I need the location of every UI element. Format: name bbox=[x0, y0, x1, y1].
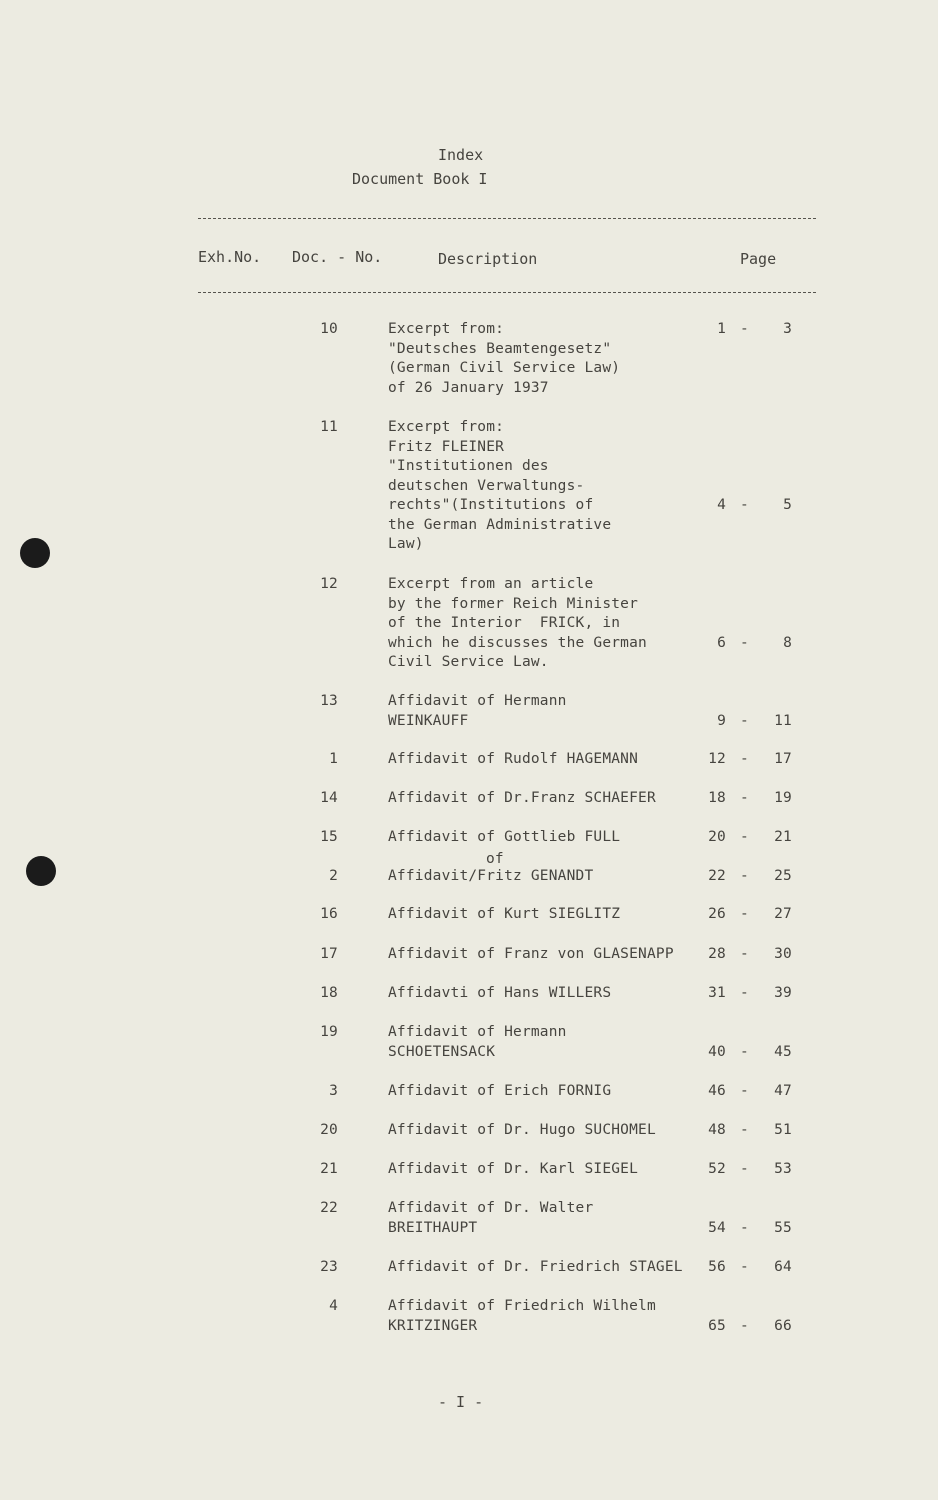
page-from: 12 bbox=[708, 751, 726, 767]
page-to: 45 bbox=[774, 1043, 792, 1060]
description-line: of the Interior FRICK, in bbox=[388, 615, 621, 631]
punch-hole bbox=[26, 856, 56, 886]
description-line: Civil Service Law. bbox=[388, 654, 549, 670]
page-from: 48 bbox=[708, 1122, 726, 1138]
page-range-dash: - bbox=[740, 1083, 749, 1099]
exhibit-number: 23 bbox=[320, 1259, 338, 1275]
description-line: Affidavit/Fritz GENANDT bbox=[388, 868, 594, 884]
description-line: Fritz FLEINER bbox=[388, 438, 505, 455]
page-from: 4 bbox=[717, 497, 726, 513]
description-line: Affidavit of Hermann bbox=[388, 1024, 567, 1040]
page-from: 40 bbox=[708, 1043, 726, 1060]
exhibit-number: 14 bbox=[320, 790, 338, 806]
column-header-exh-no: Exh.No. bbox=[198, 248, 262, 266]
exhibit-number: 11 bbox=[320, 419, 338, 435]
page-range-dash: - bbox=[740, 751, 749, 767]
description-line: Affidavit of Hermann bbox=[388, 693, 567, 709]
page-from: 6 bbox=[717, 634, 726, 651]
document-book-subtitle: Document Book I bbox=[352, 170, 488, 188]
handwritten-insert: of bbox=[486, 851, 504, 867]
description-line: Affidavit of Dr. Karl SIEGEL bbox=[388, 1161, 639, 1177]
page-to: 19 bbox=[774, 790, 792, 806]
page-range-dash: - bbox=[740, 1122, 749, 1138]
page-range-dash: - bbox=[740, 906, 749, 922]
page-range-dash: - bbox=[740, 985, 749, 1001]
page-range-dash: - bbox=[740, 1043, 749, 1060]
page-from: 56 bbox=[708, 1259, 726, 1275]
description-line: Affidavit of Dr.Franz SCHAEFER bbox=[388, 790, 656, 806]
page-range-dash: - bbox=[740, 1317, 749, 1334]
description-line: BREITHAUPT bbox=[388, 1219, 478, 1236]
description-line: SCHOETENSACK bbox=[388, 1043, 496, 1060]
page-to: 21 bbox=[774, 829, 792, 845]
exhibit-number: 13 bbox=[320, 693, 338, 709]
description-line: Affidavti of Hans WILLERS bbox=[388, 985, 612, 1001]
page-from: 31 bbox=[708, 985, 726, 1001]
page-range-dash: - bbox=[740, 1219, 749, 1236]
page-from: 54 bbox=[708, 1219, 726, 1236]
exhibit-number: 20 bbox=[320, 1122, 338, 1138]
page-from: 52 bbox=[708, 1161, 726, 1177]
exhibit-number: 2 bbox=[329, 868, 338, 884]
exhibit-number: 18 bbox=[320, 985, 338, 1001]
description-line: Excerpt from: bbox=[388, 419, 505, 435]
divider bbox=[198, 218, 816, 219]
page-range-dash: - bbox=[740, 946, 749, 962]
description-line: "Deutsches Beamtengesetz" bbox=[388, 340, 612, 357]
page-to: 5 bbox=[783, 497, 792, 513]
page-to: 64 bbox=[774, 1259, 792, 1275]
page-to: 66 bbox=[774, 1317, 792, 1334]
page-number: - I - bbox=[438, 1393, 484, 1411]
description-line: rechts"(Institutions of bbox=[388, 497, 594, 513]
page-from: 22 bbox=[708, 868, 726, 884]
page-to: 39 bbox=[774, 985, 792, 1001]
description-line: which he discusses the German bbox=[388, 634, 647, 651]
page-range-dash: - bbox=[740, 634, 749, 651]
column-header-description: Description bbox=[438, 250, 538, 268]
page-range-dash: - bbox=[740, 1161, 749, 1177]
page-to: 8 bbox=[783, 634, 792, 651]
page-to: 53 bbox=[774, 1161, 792, 1177]
page-range-dash: - bbox=[740, 1259, 749, 1275]
column-header-page: Page bbox=[740, 250, 777, 268]
description-line: Affidavit of Franz von GLASENAPP bbox=[388, 946, 674, 962]
exhibit-number: 19 bbox=[320, 1024, 338, 1040]
page-range-dash: - bbox=[740, 497, 749, 513]
page-range-dash: - bbox=[740, 829, 749, 845]
exhibit-number: 17 bbox=[320, 946, 338, 962]
page-to: 55 bbox=[774, 1219, 792, 1236]
description-line: Affidavit of Dr. Hugo SUCHOMEL bbox=[388, 1122, 656, 1138]
page-to: 30 bbox=[774, 946, 792, 962]
page-range-dash: - bbox=[740, 321, 749, 337]
description-line: by the former Reich Minister bbox=[388, 595, 639, 612]
description-line: Affidavit of Rudolf HAGEMANN bbox=[388, 751, 639, 767]
exhibit-number: 21 bbox=[320, 1161, 338, 1177]
description-line: Affidavit of Erich FORNIG bbox=[388, 1083, 612, 1099]
description-line: Law) bbox=[388, 536, 424, 552]
description-line: KRITZINGER bbox=[388, 1317, 478, 1334]
description-line: WEINKAUFF bbox=[388, 712, 469, 729]
description-line: the German Administrative bbox=[388, 516, 612, 533]
page-range-dash: - bbox=[740, 790, 749, 806]
description-line: of 26 January 1937 bbox=[388, 379, 549, 396]
description-line: Affidavit of Gottlieb FULL bbox=[388, 829, 621, 845]
exhibit-number: 16 bbox=[320, 906, 338, 922]
description-line: Affidavit of Friedrich Wilhelm bbox=[388, 1298, 656, 1314]
column-header-doc-no: Doc. - No. bbox=[292, 248, 383, 266]
page-from: 9 bbox=[717, 712, 726, 729]
index-title: Index bbox=[438, 146, 484, 164]
page-to: 17 bbox=[774, 751, 792, 767]
page-from: 46 bbox=[708, 1083, 726, 1099]
page-to: 25 bbox=[774, 868, 792, 884]
page-to: 51 bbox=[774, 1122, 792, 1138]
page-from: 1 bbox=[717, 321, 726, 337]
page-from: 18 bbox=[708, 790, 726, 806]
page-from: 26 bbox=[708, 906, 726, 922]
page-to: 27 bbox=[774, 906, 792, 922]
description-line: deutschen Verwaltungs- bbox=[388, 477, 585, 494]
exhibit-number: 10 bbox=[320, 321, 338, 337]
page-to: 47 bbox=[774, 1083, 792, 1099]
description-line: Affidavit of Kurt SIEGLITZ bbox=[388, 906, 621, 922]
description-line: "Institutionen des bbox=[388, 458, 549, 474]
exhibit-number: 3 bbox=[329, 1083, 338, 1099]
description-line: (German Civil Service Law) bbox=[388, 360, 621, 376]
page-from: 20 bbox=[708, 829, 726, 845]
description-line: Excerpt from: bbox=[388, 321, 505, 337]
exhibit-number: 4 bbox=[329, 1298, 338, 1314]
exhibit-number: 12 bbox=[320, 576, 338, 592]
exhibit-number: 1 bbox=[329, 751, 338, 767]
description-line: Excerpt from an article bbox=[388, 576, 594, 592]
page-range-dash: - bbox=[740, 712, 749, 729]
page-from: 65 bbox=[708, 1317, 726, 1334]
divider bbox=[198, 292, 816, 293]
page-to: 11 bbox=[774, 712, 792, 729]
page-to: 3 bbox=[783, 321, 792, 337]
exhibit-number: 15 bbox=[320, 829, 338, 845]
exhibit-number: 22 bbox=[320, 1200, 338, 1216]
description-line: Affidavit of Dr. Walter bbox=[388, 1200, 594, 1216]
description-line: Affidavit of Dr. Friedrich STAGEL bbox=[388, 1259, 683, 1275]
page-range-dash: - bbox=[740, 868, 749, 884]
punch-hole bbox=[20, 538, 50, 568]
page-from: 28 bbox=[708, 946, 726, 962]
